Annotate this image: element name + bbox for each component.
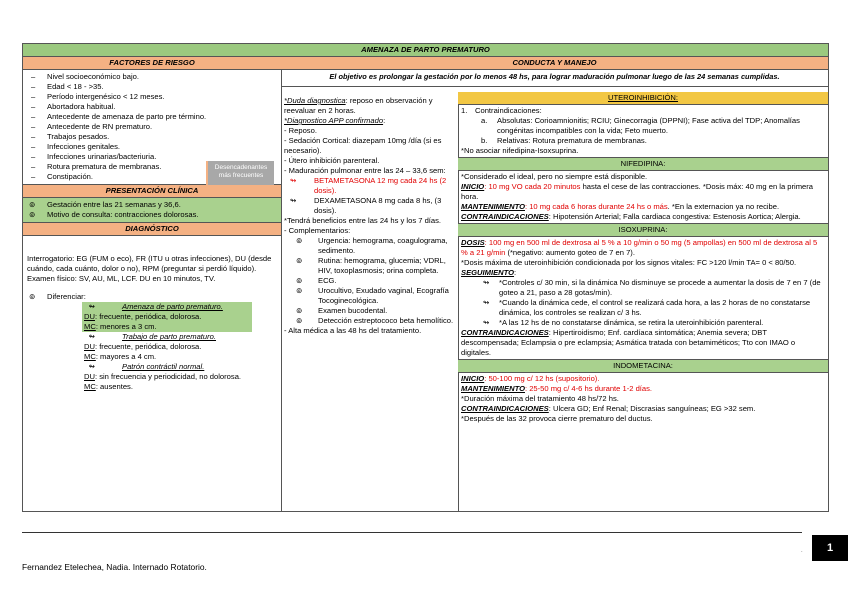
dexametasona-line: ↬ DEXAMETASONA 8 mg cada 8 hs, (3 dosis). [284,196,455,216]
isoxuprina-seguimiento: SEGUIMIENTO: [461,268,517,278]
indometacina-header: INDOMETACINA: [458,360,828,373]
uteroinhibicion-body [458,105,828,158]
dd-line: DU: frecuente, periódica, dolorosa. [84,312,202,322]
dd-block-normal [82,362,277,392]
right-column [281,57,828,511]
nifedipina-inicio: INICIO: 10 mg VO cada 20 minutos hasta el cese de las contracciones. *Dosis máx: 40 mg en la primera hora. [461,182,814,202]
risk-factor-item: – Infecciones urinarias/bacteriuria. [27,152,277,162]
risk-factors-header: FACTORES DE RIESGO [23,57,281,70]
uteroinhibicion-header: UTEROINHIBICIÓN: [458,92,828,105]
complementario-item: ⊚ Detección estreptococo beta hemolítico. [294,316,455,326]
beneficios-line: *Tendrá beneficios entre las 24 hs y los 7 días. [284,216,442,226]
dd-block-trabajo [82,332,277,362]
complementarios-line: - Complementarios: [284,226,351,236]
seguimiento-item: ↬ *Controles c/ 30 min, si la dinámica No disminuye se procede a aumentar la dosis de 7 en 7 (de goteo a 21, paso a 28 gotas/min). [477,278,825,298]
management-middle [281,92,459,511]
isoxuprina-dosis: DOSIS: 100 mg en 500 ml de dextrosa al 5 % a 10 g/min o 50 mg (5 ampollas) en 500 ml de dextrosa al 5 % a 21 g/min (*negativo: aumento goteo de 7 en 7). [461,238,818,258]
indometacina-duracion: *Duración máxima del tratamiento 48 hs/72 hs. [461,394,619,404]
indometacina-despues: *Después de las 32 provoca cierre prematuro del ductus. [461,414,653,424]
indometacina-mantenimiento: MANTENIMIENTO: 25-50 mg c/ 4-6 hs durante 1-2 días. [461,384,653,394]
absolutas-line: a. Absolutas: Corioamnionitis; RCIU; Ginecorragia (DPPNI); Fase activa del TDP; Anomalías congénitas incompatibles con la vida; Feto muerto. [481,116,800,136]
contra-title: 1. Contraindicaciones: [461,106,542,115]
triggers-badge: Desencadenantes más frecuentes [206,161,274,185]
dd-block-amenaza [82,302,252,332]
interrogatorio-text: Interrogatorio: EG (FUM o eco), FR (ITU u otras infecciones), DU (desde cuándo, cada cuánto, dolor o no), RPM (preguntar si perdió líquido). [27,254,272,274]
document-title: AMENAZA DE PARTO PREMATURO [23,44,828,57]
dd-line: MC: menores a 3 cm. [84,322,157,332]
nifedipina-body [458,171,828,224]
dd-line: DU: sin frecuencia y periodicidad, no dolorosa. [84,372,242,382]
seguimiento-item: ↬ *A las 12 hs de no constatarse dinámica, se retira la uteroinhibición parenteral. [477,318,825,328]
complementarios-list [284,236,455,326]
management-right [458,92,828,511]
dd-line: MC: ausentes. [84,382,133,392]
dd-title: ↬ Trabajo de parto prematuro. [82,332,277,342]
complementario-item: ⊚ Urgencia: hemograma, coagulograma, sedimento. [294,236,455,256]
middle-body [281,92,458,338]
risk-factor-item: – Constipación. [27,172,277,182]
seguimiento-list [461,278,825,328]
diagnosis-header: DIAGNÓSTICO [23,223,281,236]
indometacina-contra: CONTRAINDICACIONES: Ulcera GD; Enf Renal; Discrasias sanguíneas; EG >32 sem. [461,404,756,414]
left-column [23,57,282,511]
risk-factor-item: – Trabajos pesados. [27,132,277,142]
isoxuprina-dosis-max: *Dosis máxima de uteroinhibición condicionada por los signos vitales: FC >120 l/min TA= 0 < 80/50. [461,258,797,268]
nifedipina-header: NIFEDIPINA: [458,158,828,171]
alta-line: - Alta médica a las 48 hs del tratamiento. [284,326,422,336]
page-number: 1 [812,535,848,561]
risk-factor-item: – Nivel socioeconómico bajo. [27,72,277,82]
footer-divider [22,532,802,533]
risk-factor-item: – Edad < 18 - >35. [27,82,277,92]
footer-author: Fernandez Etelechea, Nadia. Internado Rotatorio. [22,562,207,572]
nifedipina-ideal: *Considerado el ideal, pero no siempre está disponible. [461,172,648,182]
indometacina-body [458,373,828,425]
risk-factor-item: – Período intergenésico < 12 meses. [27,92,277,102]
betametasona-line: ↬ BETAMETASONA 12 mg cada 24 hs (2 dosis). [284,176,455,196]
diferenciar-label: ⊚ Diferenciar: [27,292,277,302]
clinical-header: PRESENTACIÓN CLÍNICA [23,184,281,198]
nifedipina-contra: CONTRAINDICACIONES: Hipotensión Arterial; Falla cardiaca congestiva: Estenosis Aortica; Alergia. [461,212,801,222]
utero-line: - Útero inhibición parenteral. [284,156,380,166]
clinical-item: ⊚ Motivo de consulta: contracciones dolorosas. [27,210,277,220]
dd-line: MC: mayores a 4 cm. [84,352,157,362]
footer-dot: . [801,548,803,554]
dd-title: ↬ Amenaza de parto prematuro. [82,302,252,312]
complementario-item: ⊚ ECG. [294,276,455,286]
dd-title: ↬ Patrón contráctil normal. [82,362,277,372]
objective-text: El objetivo es prolongar la gestación por lo menos 48 hs, para lograr maduración pulmonar luego de las 24 semanas cumplidas. [281,70,828,87]
app-line: *Diagnostico APP confirmado: [284,116,386,126]
seguimiento-item: ↬ *Cuando la dinámica cede, el control se realizará cada hora, a las 2 horas de no constatarse dinámica, los controles se realizan c/ 3 hs. [477,298,825,318]
exam-text: Examen físico: SV, AU, ML, LCF. DU en 10 minutos, TV. [27,274,216,284]
nifedipina-mantenimiento: MANTENIMIENTO: 10 mg cada 6 horas durante 24 hs o más. *En la externacion ya no recibe. [461,202,780,212]
dd-line: DU: frecuente, periódica, dolorosa. [84,342,202,352]
maduracion-line: - Maduración pulmonar entre las 24 – 33,6 sem: [284,166,446,176]
relativas-line: b. Relativas: Rotura prematura de membranas. [481,136,647,146]
isoxuprina-contra: CONTRAINDICACIONES: Hipertiroidismo; Enf. cardíaca sintomática; Anemia severa; DBT descompensada; Eclampsia o pre eclampsia; Asmática tratada con betamiméticos; Tto con IMAO o digitales. [461,328,796,358]
sedacion-line: - Sedación Cortical: diazepam 10mg /día (si es necesario). [284,136,442,156]
complementario-item: ⊚ Rutina: hemograma, glucemia; VDRL, HIV, toxoplasmosis; orina completa. [294,256,455,276]
reposo-line: - Reposo. [284,126,317,136]
document-table [22,43,829,512]
risk-factor-item: – Rotura prematura de membranas. [27,162,277,172]
complementario-item: ⊚ Examen bucodental. [294,306,455,316]
indometacina-inicio: INICIO: 50-100 mg c/ 12 hs (supositorio). [461,374,600,384]
risk-factor-item: – Antecedente de amenaza de parto pre término. [27,112,277,122]
diagnosis-body [23,236,281,394]
duda-line: *Duda diagnostica: reposo en observación y reevaluar en 2 horas. [284,96,433,116]
risk-factor-item: – Infecciones genitales. [27,142,277,152]
isoxuprina-body [458,237,828,360]
complementario-item: ⊚ Urocultivo, Exudado vaginal, Ecografía Tocoginecológica. [294,286,455,306]
clinical-list [23,198,281,223]
isoxuprina-header: ISOXUPRINA: [458,224,828,237]
management-header: CONDUCTA Y MANEJO [281,57,828,70]
no-asociar-line: *No asociar nifedipina-Isoxsuprina. [461,146,579,156]
clinical-item: ⊚ Gestación entre las 21 semanas y 36,6. [27,200,277,210]
risk-factor-item: – Abortadora habitual. [27,102,277,112]
risk-factor-item: – Antecedente de RN prematuro. [27,122,277,132]
